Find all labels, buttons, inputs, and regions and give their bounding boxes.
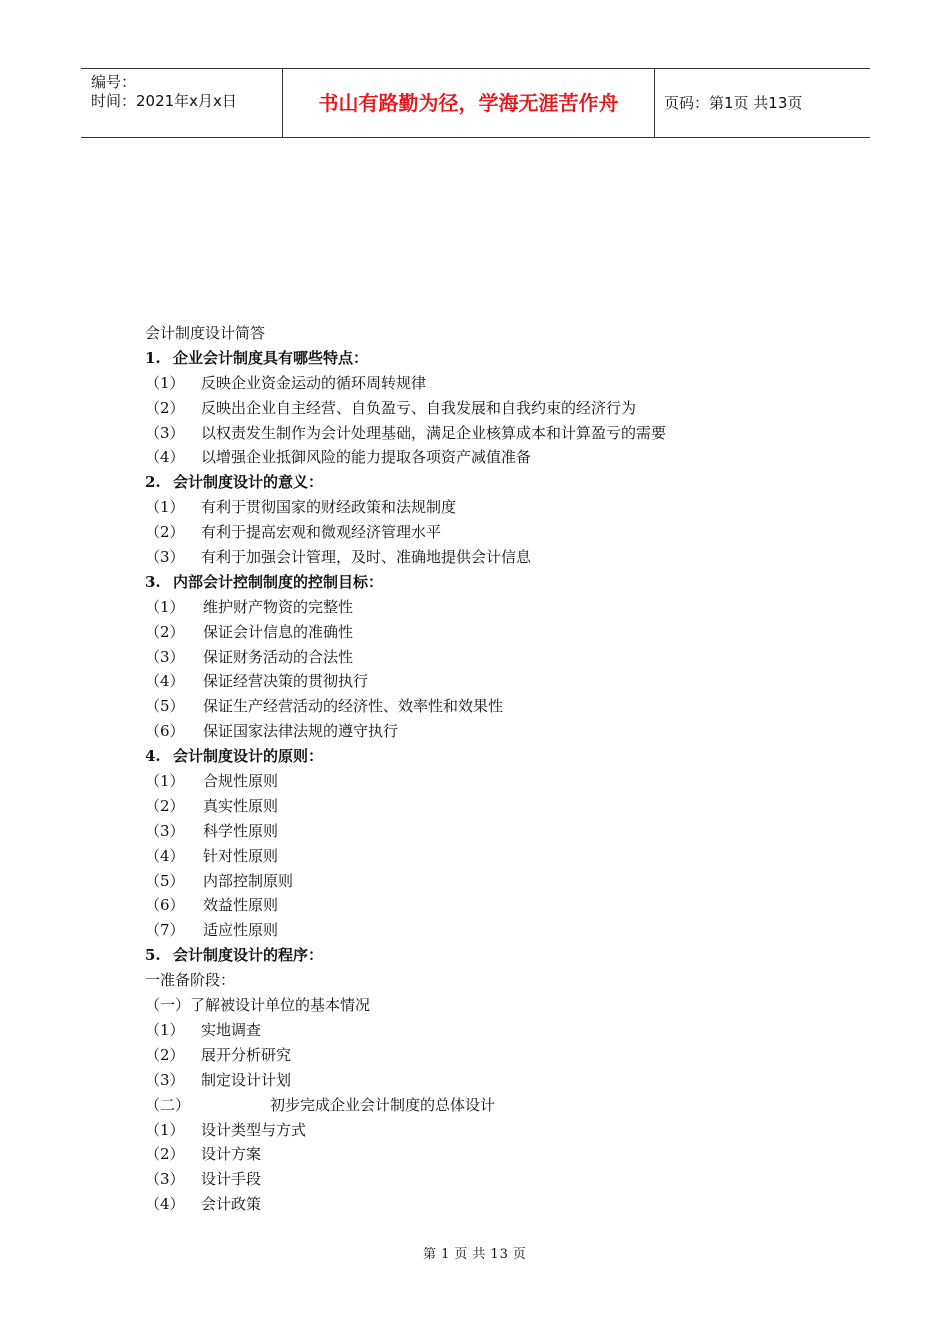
footer-ye: 页 xyxy=(454,1247,469,1262)
header-page-cell xyxy=(655,69,870,137)
item-text: 设计手段 xyxy=(201,1170,262,1189)
time-line: 时间：2021年x月x日 xyxy=(91,92,237,110)
item-text: 内部控制原则 xyxy=(203,871,294,890)
page-footer xyxy=(0,1246,950,1264)
section-title: 企业会计制度具有哪些特点： xyxy=(173,348,369,367)
section-number: 3. xyxy=(145,572,161,591)
list-item xyxy=(145,1142,885,1167)
item-text: 科学性原则 xyxy=(203,821,279,840)
item-number: （1） xyxy=(145,1120,185,1139)
item-number: （6） xyxy=(145,722,185,741)
item-text: 适应性原则 xyxy=(203,921,279,940)
subsection-number: （二） xyxy=(145,1095,191,1114)
item-text: 保证会计信息的准确性 xyxy=(203,622,354,641)
item-text: 真实性原则 xyxy=(203,796,279,815)
footer-gong: 共 xyxy=(472,1247,487,1262)
item-number: （2） xyxy=(145,1045,185,1064)
item-number: （1） xyxy=(145,1020,185,1039)
document-title: 会计制度设计简答 xyxy=(145,324,266,342)
footer-total-pages: 13 xyxy=(490,1247,509,1262)
section-title: 内部会计控制制度的控制目标： xyxy=(173,572,384,591)
list-item xyxy=(145,819,885,844)
item-number: （3） xyxy=(145,1070,185,1089)
serial-label: 编号： xyxy=(91,73,137,91)
item-text: 有利于提高宏观和微观经济管理水平 xyxy=(201,523,442,542)
item-text: 展开分析研究 xyxy=(201,1045,292,1064)
item-text: 有利于贯彻国家的财经政策和法规制度 xyxy=(201,498,457,517)
item-number: （3） xyxy=(145,423,185,442)
section-heading xyxy=(145,470,885,495)
item-number: （1） xyxy=(145,772,185,791)
item-number: （2） xyxy=(145,398,185,417)
item-number: （5） xyxy=(145,697,185,716)
item-number: （2） xyxy=(145,523,185,542)
list-item xyxy=(145,1018,885,1043)
item-text: 效益性原则 xyxy=(203,896,279,915)
item-text: 有利于加强会计管理，及时、准确地提供会计信息 xyxy=(201,548,532,567)
section-heading xyxy=(145,943,885,968)
footer-page-number: 1 xyxy=(441,1247,451,1262)
section-title: 会计制度设计的程序： xyxy=(173,946,324,965)
section-number: 4. xyxy=(145,747,161,766)
item-number: （1） xyxy=(145,498,185,517)
item-number: （2） xyxy=(145,1145,185,1164)
document-header xyxy=(81,68,870,138)
document-body xyxy=(145,321,885,1217)
item-text: 保证财务活动的合法性 xyxy=(203,647,354,666)
list-item xyxy=(145,1043,885,1068)
section-title: 会计制度设计的原则： xyxy=(173,747,324,766)
item-text: 设计类型与方式 xyxy=(201,1120,307,1139)
list-item xyxy=(145,396,885,421)
list-item xyxy=(145,869,885,894)
item-number: （1） xyxy=(145,597,185,616)
item-number: （2） xyxy=(145,796,185,815)
item-number: （3） xyxy=(145,1170,185,1189)
item-text: 实地调查 xyxy=(201,1020,262,1039)
list-item xyxy=(145,620,885,645)
list-item xyxy=(145,595,885,620)
list-item xyxy=(145,1118,885,1143)
section-heading xyxy=(145,744,885,769)
item-number: （7） xyxy=(145,921,185,940)
stage-heading: 一准备阶段： xyxy=(145,971,236,990)
list-item xyxy=(145,1068,885,1093)
section-heading xyxy=(145,570,885,595)
item-number: （4） xyxy=(145,846,185,865)
section-number: 2. xyxy=(145,473,161,492)
item-number: （4） xyxy=(145,1195,185,1214)
header-info-cell xyxy=(81,69,283,137)
list-item xyxy=(145,669,885,694)
item-number: （3） xyxy=(145,821,185,840)
item-number: （4） xyxy=(145,672,185,691)
list-item xyxy=(145,844,885,869)
item-number: （5） xyxy=(145,871,185,890)
subsection-heading: （一）了解被设计单位的基本情况 xyxy=(145,996,371,1015)
page-info: 页码：第1页 共13页 xyxy=(664,94,803,112)
list-item xyxy=(145,1192,885,1217)
list-item xyxy=(145,769,885,794)
motto: 书山有路勤为径，学海无涯苦作舟 xyxy=(318,91,619,115)
item-text: 保证生产经营活动的经济性、效率性和效果性 xyxy=(203,697,504,716)
header-motto-cell xyxy=(283,69,655,137)
item-text: 合规性原则 xyxy=(203,772,279,791)
item-text: 保证经营决策的贯彻执行 xyxy=(203,672,369,691)
item-number: （2） xyxy=(145,622,185,641)
section-number: 1. xyxy=(145,348,161,367)
item-number: （1） xyxy=(145,373,185,392)
list-item xyxy=(145,918,885,943)
list-item xyxy=(145,893,885,918)
section-number: 5. xyxy=(145,946,161,965)
item-text: 维护财产物资的完整性 xyxy=(203,597,354,616)
item-number: （6） xyxy=(145,896,185,915)
list-item xyxy=(145,445,885,470)
list-item xyxy=(145,719,885,744)
list-item xyxy=(145,545,885,570)
list-item xyxy=(145,794,885,819)
list-item xyxy=(145,495,885,520)
item-text: 以权责发生制作为会计处理基础，满足企业核算成本和计算盈亏的需要 xyxy=(201,423,667,442)
list-item xyxy=(145,421,885,446)
item-text: 保证国家法律法规的遵守执行 xyxy=(203,722,399,741)
item-number: （4） xyxy=(145,448,185,467)
subsection-heading xyxy=(145,1093,885,1118)
section-heading xyxy=(145,346,885,371)
item-text: 设计方案 xyxy=(201,1145,262,1164)
footer-ye: 页 xyxy=(512,1247,527,1262)
item-text: 制定设计计划 xyxy=(201,1070,292,1089)
list-item xyxy=(145,645,885,670)
footer-di: 第 xyxy=(423,1247,438,1262)
list-item xyxy=(145,1167,885,1192)
item-text: 针对性原则 xyxy=(203,846,279,865)
list-item xyxy=(145,520,885,545)
list-item xyxy=(145,371,885,396)
item-number: （3） xyxy=(145,647,185,666)
item-text: 反映出企业自主经营、自负盈亏、自我发展和自我约束的经济行为 xyxy=(201,398,637,417)
subsection-title: 初步完成企业会计制度的总体设计 xyxy=(270,1095,496,1114)
item-text: 以增强企业抵御风险的能力提取各项资产减值准备 xyxy=(201,448,532,467)
item-text: 会计政策 xyxy=(201,1195,262,1214)
item-text: 反映企业资金运动的循环周转规律 xyxy=(201,373,427,392)
list-item xyxy=(145,694,885,719)
section-title: 会计制度设计的意义： xyxy=(173,473,324,492)
item-number: （3） xyxy=(145,548,185,567)
